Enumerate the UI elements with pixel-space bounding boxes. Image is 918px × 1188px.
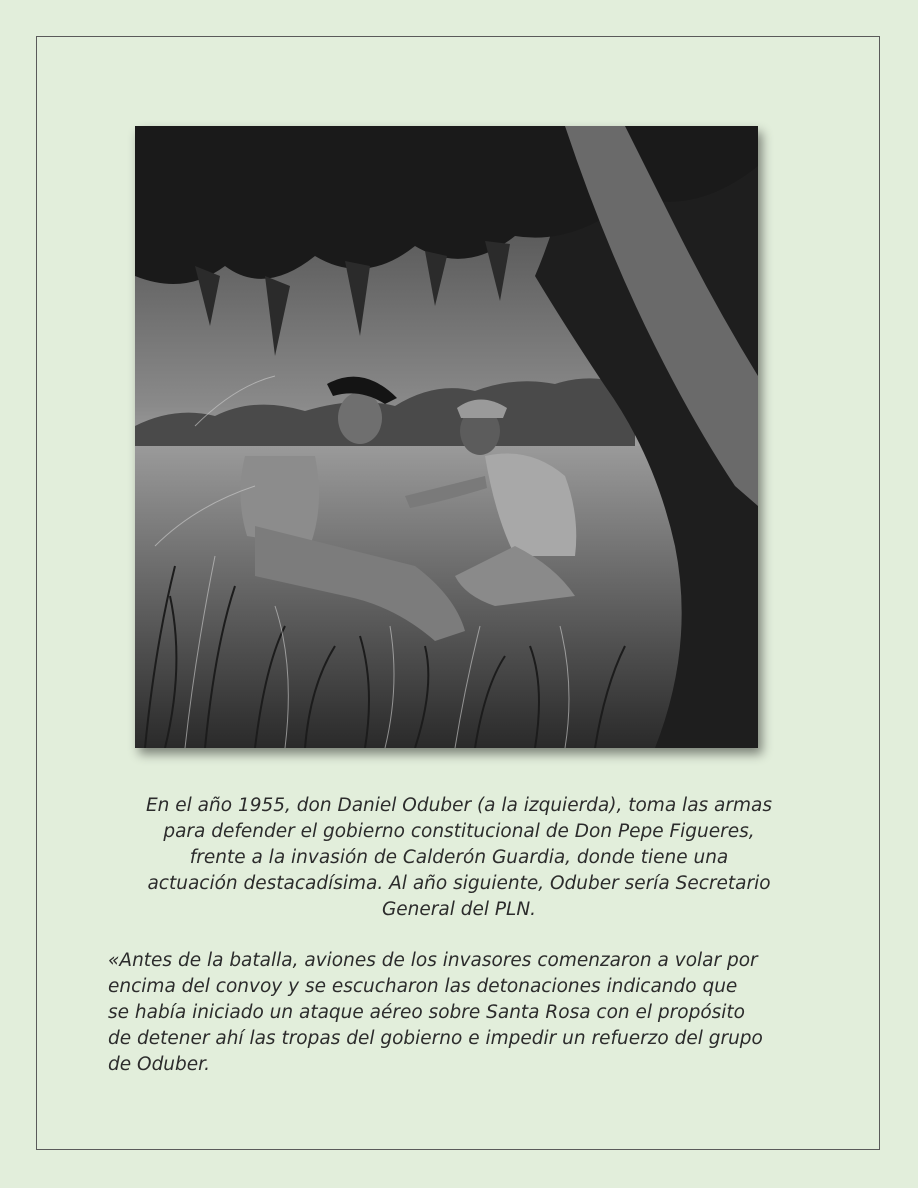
caption-line: actuación destacadísima. Al año siguiente, Oduber sería Secretario [147,873,771,894]
caption-line: General del PLN. [381,899,537,920]
quote-line: se había iniciado un ataque aéreo sobre Santa Rosa con el propósito [108,1002,746,1023]
caption-line: frente a la invasión de Calderón Guardia, donde tiene una [189,847,729,868]
quote-line: encima del convoy y se escucharon las detonaciones indicando que [108,976,738,997]
quote-line: de Oduber. [108,1054,210,1075]
quote-paragraph [108,948,814,1078]
quote-line: de detener ahí las tropas del gobierno e impedir un refuerzo del grupo [108,1028,763,1049]
quote-line: «Antes de la batalla, aviones de los invasores comenzaron a volar por [108,950,758,971]
photo-caption [100,793,818,923]
caption-line: En el año 1955, don Daniel Oduber (a la izquierda), toma las armas [145,795,772,816]
caption-line: para defender el gobierno constitucional de Don Pepe Figueres, [163,821,755,842]
photo-illustration [135,126,758,748]
historical-photo [135,126,758,748]
